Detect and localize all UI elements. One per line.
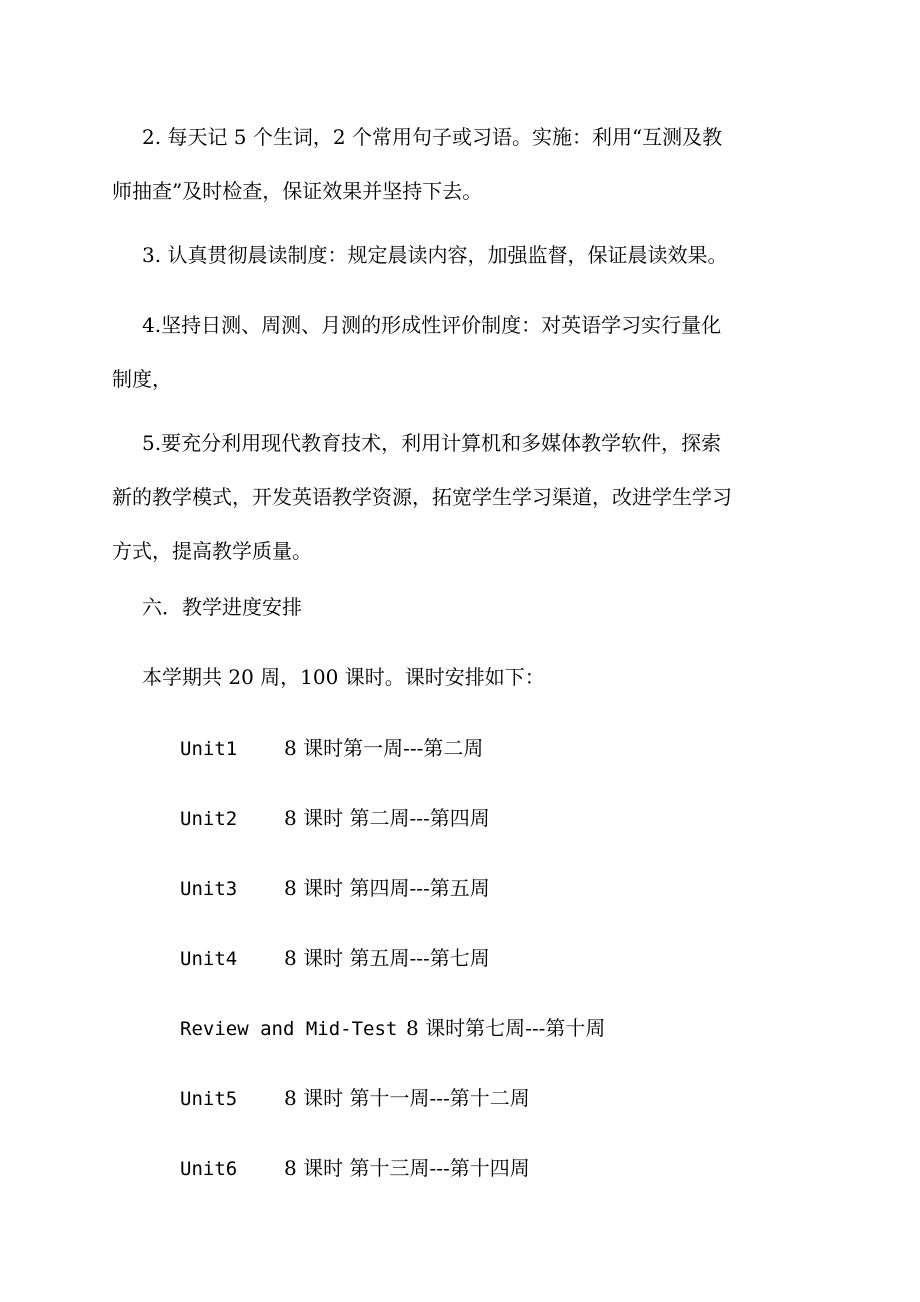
schedule-hours: 8 课时第七周---第十周 <box>406 1016 606 1040</box>
schedule-hours: 8 课时 第五周---第七周 <box>284 946 490 970</box>
schedule-unit: Unit4 <box>180 948 238 970</box>
section-heading-text: 六．教学进度安排 <box>142 595 302 619</box>
schedule-unit: Unit2 <box>180 808 238 830</box>
list-item-5-line-3: 方式，提高教学质量。 <box>112 539 312 563</box>
list-item-5-line-2: 新的教学模式，开发英语教学资源，拓宽学生学习渠道，改进学生学习 <box>112 485 732 509</box>
list-item-2-line-1: 2. 每天记 5 个生词，2 个常用句子或习语。实施：利用“互测及教 <box>142 125 723 149</box>
schedule-row <box>180 1153 530 1183</box>
list-item-5 <box>112 416 792 578</box>
schedule-hours: 8 课时 第四周---第五周 <box>284 876 490 900</box>
schedule-row <box>180 733 483 763</box>
schedule-hours: 8 课时 第十三周---第十四周 <box>284 1156 530 1180</box>
schedule-row <box>180 1083 530 1113</box>
list-item-4 <box>112 298 792 406</box>
schedule-hours: 8 课时 第十一周---第十二周 <box>284 1086 530 1110</box>
list-item-4-line-2: 制度， <box>112 367 172 391</box>
list-item-4-line-1: 4.坚持日测、周测、月测的形成性评价制度：对英语学习实行量化 <box>142 313 722 337</box>
schedule-row <box>180 803 490 833</box>
schedule-intro-text: 本学期共 20 周，100 课时。课时安排如下： <box>142 665 545 689</box>
schedule-unit: Unit3 <box>180 878 238 900</box>
schedule-row <box>180 943 490 973</box>
list-item-3-line-1: 3. 认真贯彻晨读制度：规定晨读内容，加强监督，保证晨读效果。 <box>142 243 728 267</box>
schedule-unit: Review and Mid-Test <box>180 1018 398 1040</box>
list-item-3 <box>112 228 792 282</box>
schedule-unit: Unit6 <box>180 1158 238 1180</box>
schedule-hours: 8 课时第一周---第二周 <box>284 736 484 760</box>
schedule-hours: 8 课时 第二周---第四周 <box>284 806 490 830</box>
section-heading <box>112 580 792 634</box>
schedule-row <box>180 873 490 903</box>
list-item-2-line-2: 师抽查”及时检查，保证效果并坚持下去。 <box>112 179 483 203</box>
schedule-unit: Unit5 <box>180 1088 238 1110</box>
schedule-intro <box>112 650 792 704</box>
schedule-row <box>180 1013 605 1043</box>
list-item-2 <box>112 110 792 218</box>
list-item-5-line-1: 5.要充分利用现代教育技术，利用计算机和多媒体教学软件，探索 <box>142 431 722 455</box>
schedule-unit: Unit1 <box>180 738 238 760</box>
